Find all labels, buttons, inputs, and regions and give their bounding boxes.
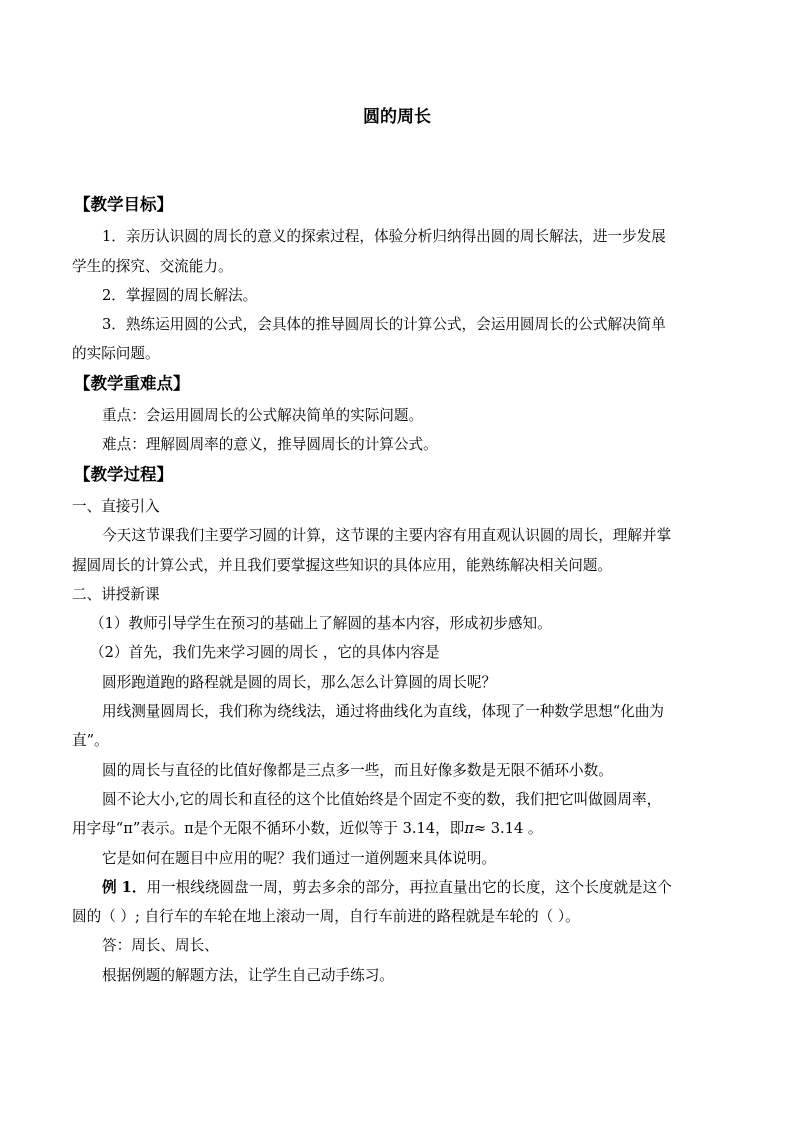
pi-symbol: π [464,820,474,838]
objective-3-line-1: 3．熟练运用圆的公式，会具体的推导圆周长的计算公式，会运用圆周长的公式解决简单 [102,316,666,334]
practice-line: 根据例题的解题方法，让学生自己动手练习。 [102,966,394,984]
objective-3-line-2: 的实际问题。 [72,345,160,363]
part-2-title: 二、讲授新课 [72,585,160,603]
answer-line: 答：周长、周长、 [102,937,219,955]
section-heading-objectives: 【教学目标】 [74,195,173,214]
rope-paragraph-line-2: 直”。 [72,732,109,750]
apply-paragraph: 它是如何在题目中应用的呢？我们通过一道例题来具体说明。 [102,849,497,867]
pi-line-2-text: 用字母“π”表示。π是个无限不循环小数，近似等于 3.14，即 [72,820,465,838]
objective-1-line-2: 学生的探究、交流能力。 [72,257,233,275]
example-line-2: 圆的（ ）; 自行车的车轮在地上滚动一周，自行车前进的路程就是车轮的（ ）。 [72,908,580,926]
step-2: （2）首先，我们先来学习圆的周长 ，它的具体内容是 [90,644,440,662]
section-heading-process: 【教学过程】 [74,464,173,484]
example-line-1 [72,873,724,902]
part-1-title: 一、直接引入 [72,497,160,515]
pi-paragraph-line-2 [72,814,724,843]
document-title: 圆的周长 [363,107,431,127]
section-heading-keypoints: 【教学重难点】 [74,373,190,393]
part-1-line-2: 握圆周长的计算公式，并且我们要掌握这些知识的具体应用，能熟练解决相关问题。 [72,556,612,574]
example-label: 例 1． [102,878,147,896]
pi-paragraph-line-1: 圆不论大小,它的周长和直径的这个比值始终是个固定不变的数，我们把它叫做圆周率， [102,790,662,808]
track-paragraph: 圆形跑道跑的路程就是圆的周长，那么怎么计算圆的周长呢？ [102,673,497,691]
pi-approx: ≈ 3.14 。 [473,820,543,838]
objective-2: 2．掌握圆的周长解法。 [102,286,258,304]
part-1-line-1: 今天这节课我们主要学习圆的计算，这节课的主要内容有用直观认识圆的周长，理解并掌 [102,527,672,545]
rope-paragraph-line-1: 用线测量圆周长，我们称为绕线法，通过将曲线化为直线，体现了一种数学思想“化曲为 [102,703,665,721]
step-1: （1）教师引导学生在预习的基础上了解圆的基本内容，形成初步感知。 [90,615,552,633]
ratio-paragraph: 圆的周长与直径的比值好像都是三点多一些，而且好像多数是无限不循环小数。 [102,761,613,779]
objective-1-line-1: 1．亲历认识圆的周长的意义的探索过程，体验分析归纳得出圆的周长解法，进一步发展 [102,228,666,246]
keypoint-difficult: 难点：理解圆周率的意义，推导圆周长的计算公式。 [102,436,438,454]
keypoint-key: 重点：会运用圆周长的公式解决简单的实际问题。 [102,407,424,425]
document-body [72,190,724,990]
example-text: 用一根线绕圆盘一周，剪去多余的部分，再拉直量出它的长度，这个长度就是这个 [146,878,672,896]
